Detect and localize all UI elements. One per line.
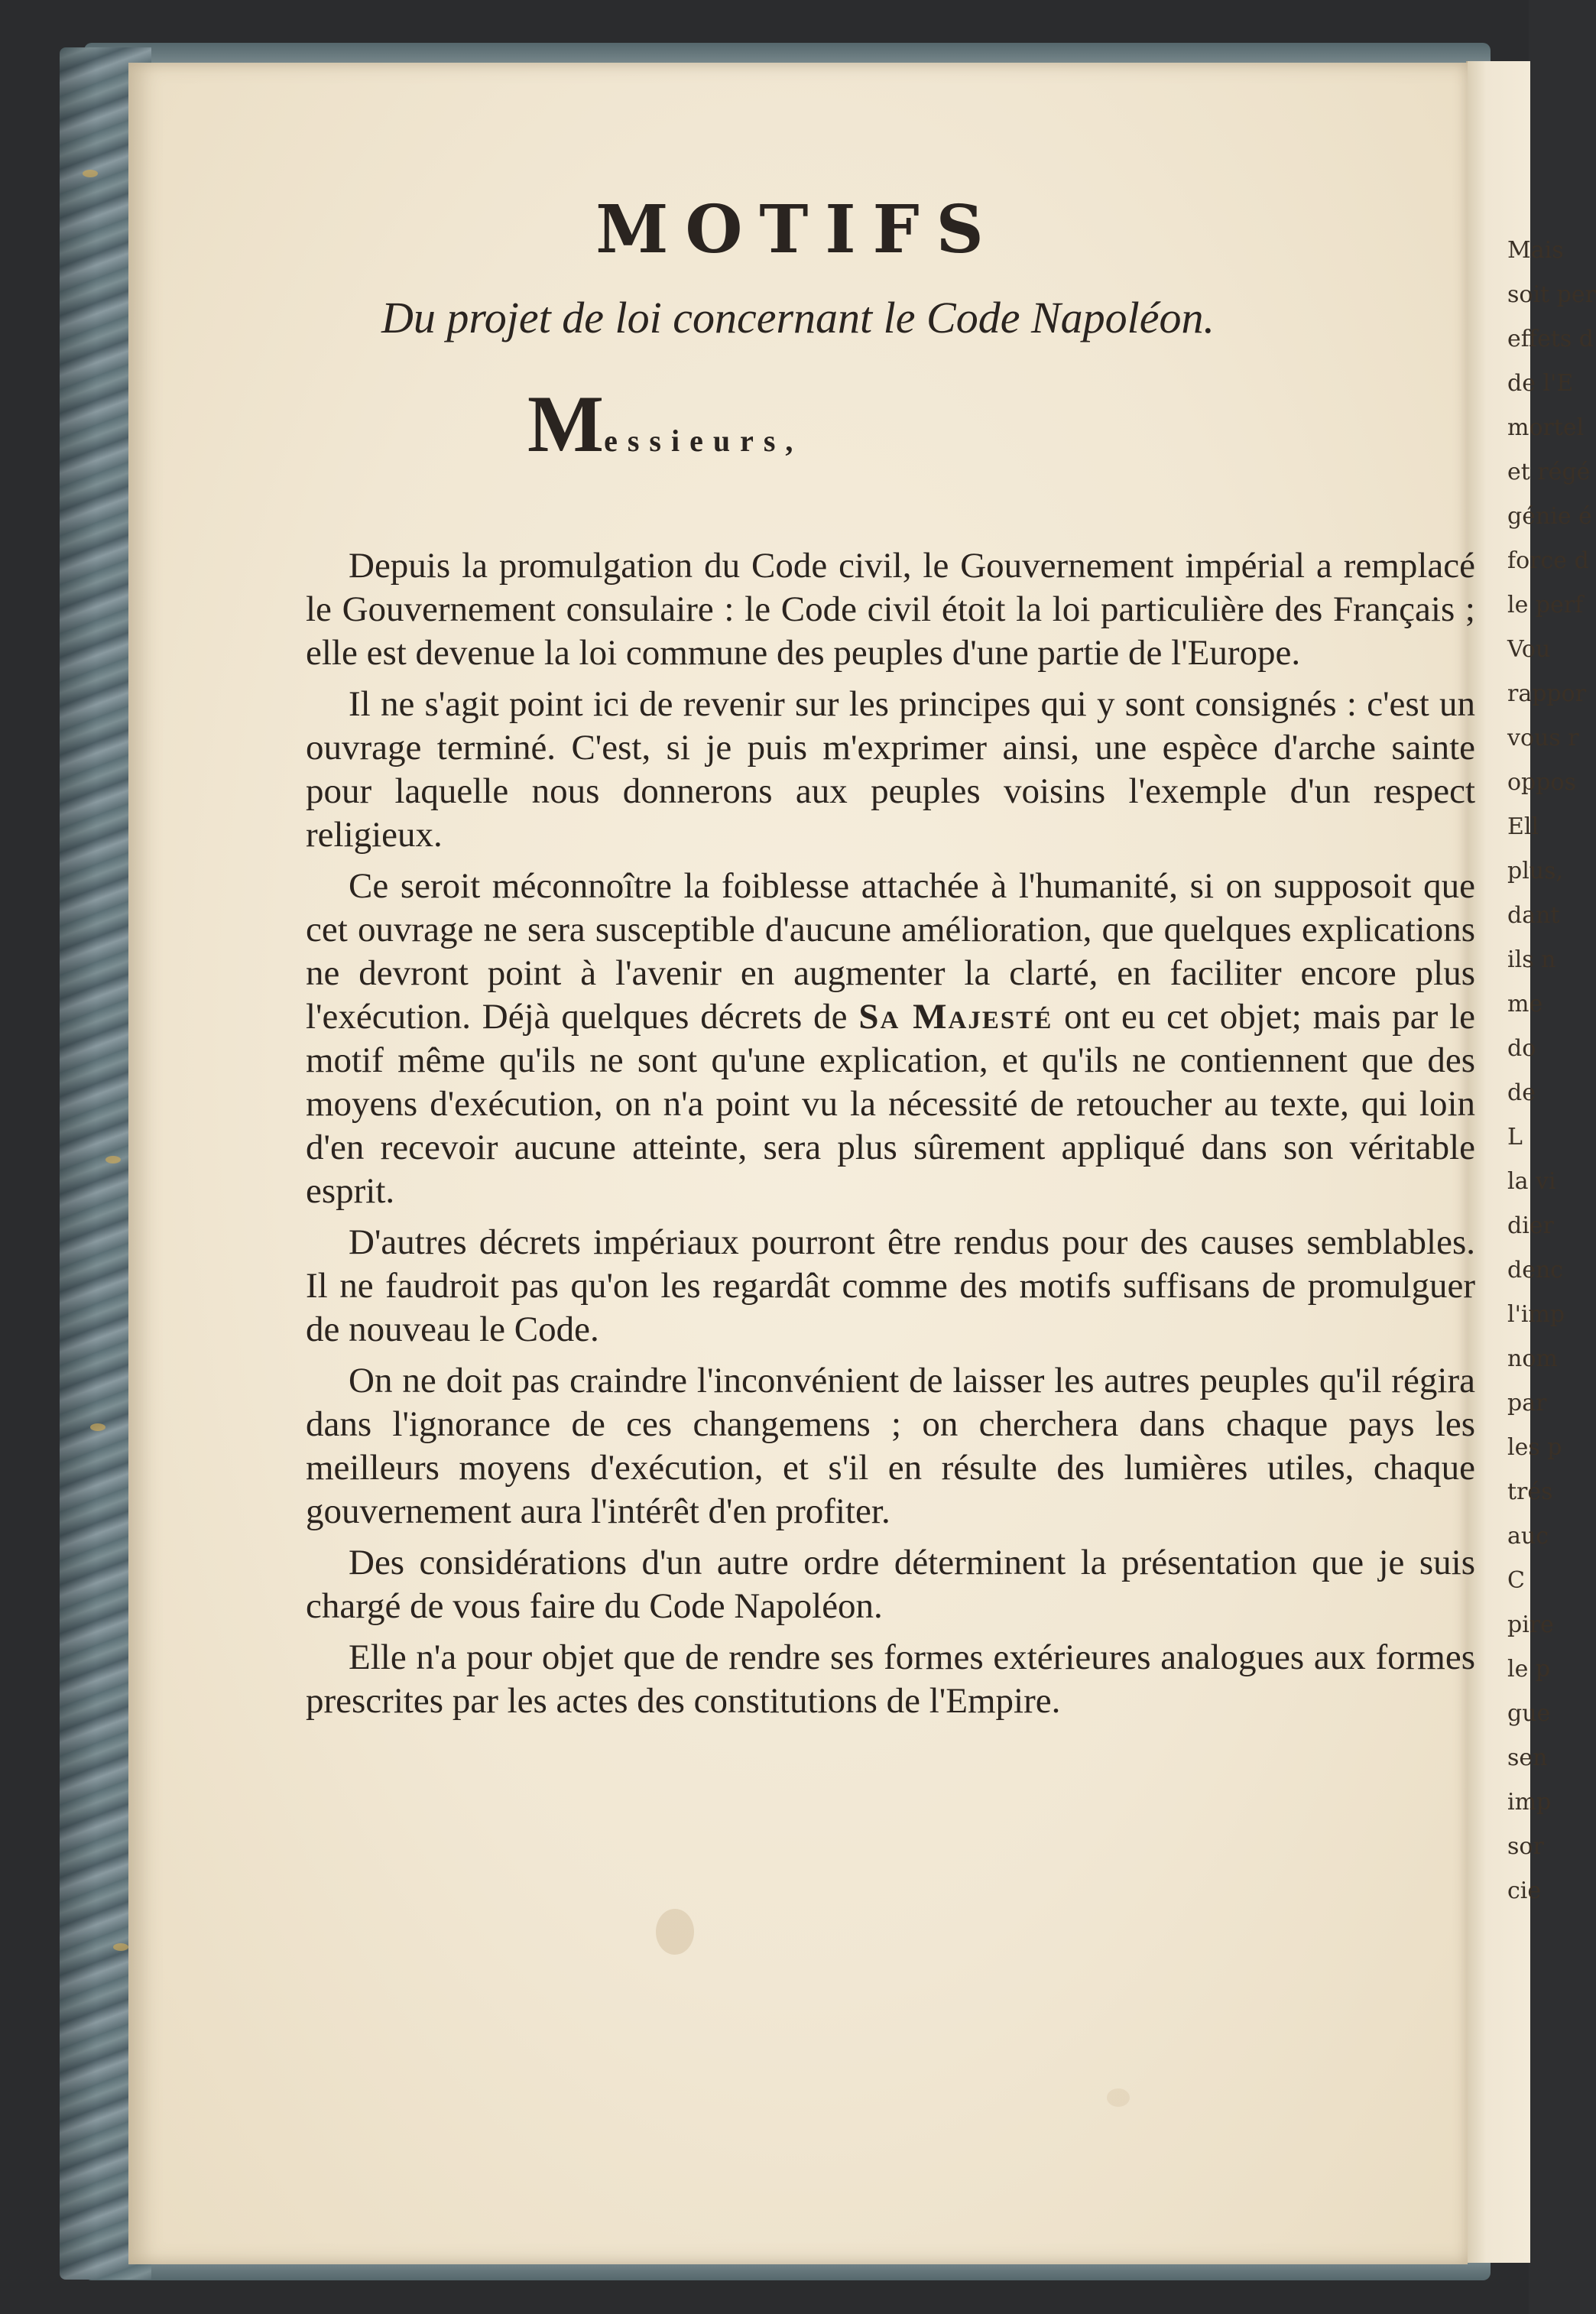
- salutation: [527, 378, 803, 471]
- marble-fleck: [90, 1423, 105, 1431]
- facing-page-fragment: plus,: [1507, 858, 1564, 884]
- facing-page-fragment: de: [1507, 1079, 1536, 1106]
- facing-page-fragment: et régé: [1507, 459, 1591, 485]
- facing-page-fragment: Ell: [1507, 813, 1539, 840]
- paragraph-5: On ne doit pas craindre l'inconvénient de laisser les autres peuples qu'il régira dans l'ignorance de ces changemens ; on cherchera dans chaque pays les meilleurs moyens d'exécution, et s'il en résulte des lumières utiles, chaque gouvernement aura l'intérêt d'en profiter.: [306, 1361, 1475, 1531]
- salutation-initial: M: [527, 379, 605, 469]
- paragraph-4: D'autres décrets impériaux pourront être rendus pour des causes semblables. Il ne faudroit pas qu'on les regardât comme des motifs suffisans de promulguer de nouveau le Code.: [306, 1222, 1475, 1349]
- facing-page-fragment: soit per: [1507, 281, 1596, 308]
- paragraph-7: Elle n'a pour objet que de rendre ses formes extérieures analogues aux formes prescrites par les actes des constitutions de l'Empire.: [306, 1637, 1475, 1721]
- facing-page-fragment: C: [1507, 1567, 1525, 1594]
- paragraph-3-text-b: ont eu cet objet; mais par le motif même qu'ils ne sont qu'une explication, et qu'ils ne contiennent que des moyens d'exécution, on n'a point vu la nécessité de retoucher au texte, qui loin d'en recevoir aucune atteinte, sera plus sûrement appliqué dans son véritable esprit.: [306, 997, 1476, 1211]
- body-text: [306, 544, 1475, 1731]
- marble-fleck: [113, 1943, 128, 1951]
- page-subtitle: Du projet de loi concernant le Code Napoléon.: [381, 293, 1215, 342]
- facing-page-fragment: force d: [1507, 547, 1589, 574]
- paper-stain: [1107, 2088, 1130, 2107]
- facing-page-fragment: le perf: [1507, 592, 1584, 618]
- facing-page-fragment: gue: [1507, 1700, 1551, 1727]
- facing-page-fragment: génie é: [1507, 503, 1592, 530]
- facing-page-fragment: do: [1507, 1035, 1536, 1062]
- facing-page-fragment: par: [1507, 1390, 1547, 1417]
- facing-page-fragment: imp: [1507, 1789, 1552, 1816]
- facing-page-fragment: L: [1507, 1124, 1523, 1151]
- paragraph-3-text-a: Ce seroit méconnoître la foiblesse attachée à l'humanité, si on supposoit que cet ouvrage ne sera susceptible d'aucune amélioration, que quelques explications ne devront point à l'avenir en augmenter la clarté, en faciliter encore plus l'exécution. Déjà quelques décrets de: [306, 866, 1475, 1037]
- salutation-rest: essieurs,: [604, 424, 803, 458]
- facing-page-fragment: sen: [1507, 1744, 1548, 1771]
- facing-page-fragment: rappor: [1507, 680, 1587, 707]
- page-title: MOTIFS: [595, 191, 1001, 268]
- facing-page-fragment: nom: [1507, 1345, 1558, 1372]
- facing-page-fragment: trés: [1507, 1478, 1553, 1505]
- paper-stain: [656, 1909, 694, 1955]
- facing-page-fragment: me: [1507, 991, 1543, 1017]
- facing-page-fragment: dier: [1507, 1212, 1554, 1239]
- facing-page-fragment: dant: [1507, 902, 1560, 929]
- facing-page-fragment: le p: [1507, 1656, 1551, 1683]
- facing-page-fragment: mortel: [1507, 414, 1585, 441]
- facing-page-fragment: ils n: [1507, 946, 1556, 973]
- paragraph-3-majesty: Sa Majesté: [858, 997, 1053, 1037]
- facing-page-fragment: les p: [1507, 1434, 1562, 1461]
- paragraph-2: Il ne s'agit point ici de revenir sur les principes qui y sont consignés : c'est un ouvrage terminé. C'est, si je puis m'exprimer ainsi, une espèce d'arche sainte pour laquelle nous donnerons aux peuples voisins l'exemple d'un respect religieux.: [306, 684, 1475, 855]
- facing-page-fragment: denc: [1507, 1257, 1564, 1284]
- facing-page-fragment: sor: [1507, 1833, 1544, 1860]
- facing-page-fragment: l'imp: [1507, 1301, 1565, 1328]
- marble-fleck: [105, 1156, 121, 1163]
- facing-page-fragment: effets d: [1507, 326, 1594, 352]
- facing-page-fragment: la vi: [1507, 1168, 1556, 1195]
- paragraph-1: Depuis la promulgation du Code civil, le Gouvernement impérial a remplacé le Gouvernement consulaire : le Code civil étoit la loi particulière des Français ; elle est devenue la loi commune des peuples d'une partie de l'Europe.: [306, 546, 1475, 673]
- facing-page-fragment: auc: [1507, 1523, 1549, 1550]
- paragraph-3: [306, 865, 1475, 1213]
- facing-page-fragment: Mais: [1507, 237, 1564, 264]
- facing-page-fragment: cie: [1507, 1877, 1542, 1904]
- paragraph-6: Des considérations d'un autre ordre déterminent la présentation que je suis chargé de vous faire du Code Napoléon.: [306, 1543, 1475, 1626]
- facing-page-fragment: vous r: [1507, 725, 1579, 751]
- facing-page-fragment: oppos: [1507, 769, 1576, 796]
- facing-page-fragment: de l'E: [1507, 370, 1574, 397]
- facing-page-fragment: Vou: [1507, 636, 1551, 663]
- marble-fleck: [83, 170, 98, 177]
- facing-page: [1466, 61, 1596, 2263]
- page: [128, 63, 1476, 2264]
- facing-page-fragment: pire: [1507, 1611, 1554, 1638]
